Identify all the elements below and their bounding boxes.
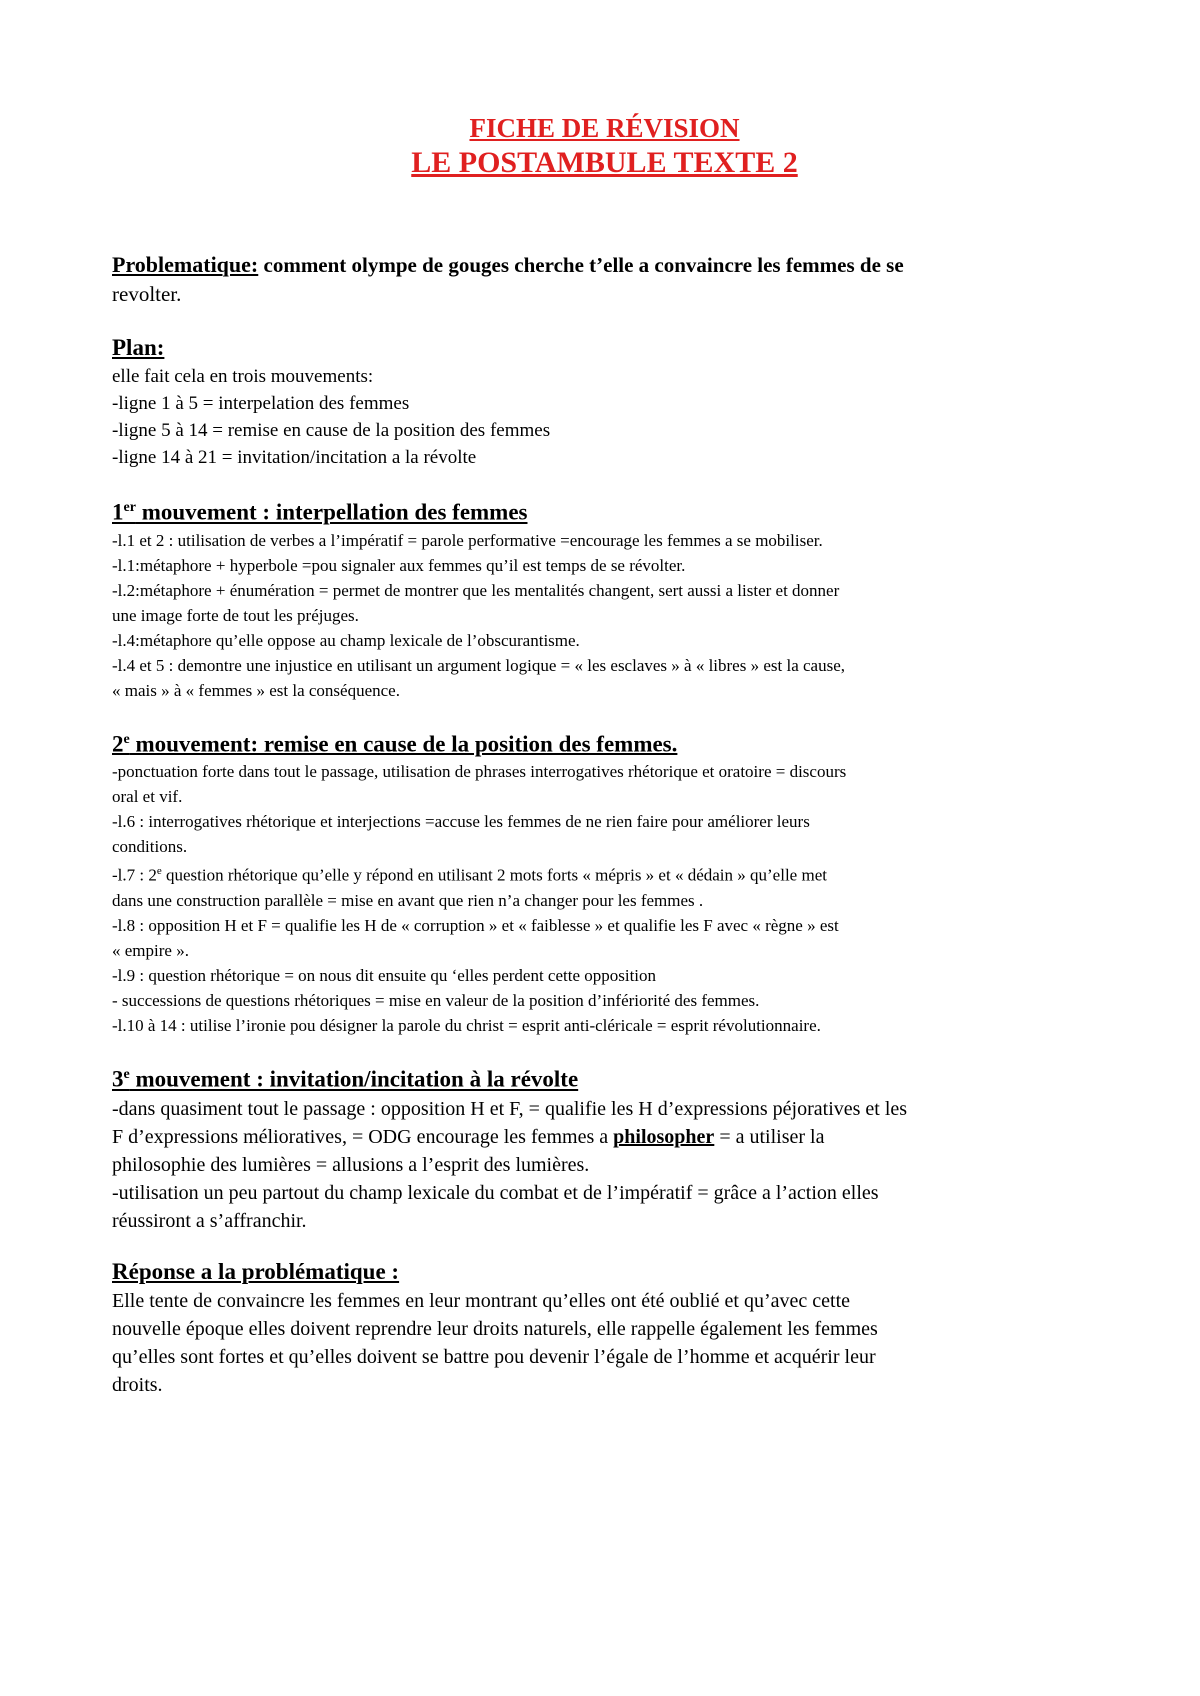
mouvement2-heading: 2e mouvement: remise en cause de la position des femmes. xyxy=(112,731,678,757)
mouvement1-line: -l.2:métaphore + énumération = permet de montrer que les mentalités changent, sert aussi a lister et donner xyxy=(112,580,840,600)
plan-line: elle fait cela en trois mouvements: xyxy=(112,366,374,387)
mouvement3-line: -utilisation un peu partout du champ lexicale du combat et de l’impératif = grâce a l’action elles xyxy=(112,1181,879,1204)
mouvement3-line: F d’expressions mélioratives, = ODG encourage les femmes a philosopher = a utiliser la xyxy=(112,1125,825,1148)
plan-line: -ligne 14 à 21 = invitation/incitation a la révolte xyxy=(112,447,477,468)
mouvement2-line: -ponctuation forte dans tout le passage, utilisation de phrases interrogatives rhétorique et oratoire = discours xyxy=(112,762,847,782)
mouvement3-line: réussiront a s’affranchir. xyxy=(112,1209,307,1232)
reponse-line: qu’elles sont fortes et qu’elles doivent se battre pou devenir l’égale de l’homme et acquérir leur xyxy=(112,1345,876,1368)
plan-section xyxy=(112,333,1097,471)
reponse-line: droits. xyxy=(112,1373,163,1396)
doc-subtitle: LE POSTAMBULE TEXTE 2 xyxy=(411,146,798,179)
problematique-text: comment olympe de gouges cherche t’elle a convaincre les femmes de se xyxy=(258,253,904,277)
mouvement1-line: une image forte de tout les préjuges. xyxy=(112,605,359,625)
mouvement2-line: conditions. xyxy=(112,837,188,857)
reponse-section xyxy=(112,1257,1097,1399)
problematique-block xyxy=(112,250,1097,309)
problematique-label: Problematique: xyxy=(112,252,259,277)
plan-line: -ligne 5 à 14 = remise en cause de la position des femmes xyxy=(112,420,551,441)
mouvement1-line: -l.4 et 5 : demontre une injustice en utilisant un argument logique = « les esclaves » à « libres » est la cause, xyxy=(112,655,846,675)
mouvement2-line: -l.10 à 14 : utilise l’ironie pou désigner la parole du christ = esprit anti-cléricale = esprit révolutionnaire. xyxy=(112,1015,821,1035)
mouvement3-line: -dans quasiment tout le passage : opposition H et F, = qualifie les H d’expressions péjoratives et les xyxy=(112,1097,908,1120)
document-content xyxy=(112,112,1097,1399)
mouvement1-line: -l.1:métaphore + hyperbole =pou signaler aux femmes qu’il est temps de se révolter. xyxy=(112,555,686,575)
reponse-line: nouvelle époque elles doivent reprendre leur droits naturels, elle rappelle également les femmes xyxy=(112,1317,878,1340)
mouvement3-section xyxy=(112,1060,1097,1235)
mouvement2-line: -l.8 : opposition H et F = qualifie les H de « corruption » et « faiblesse » et qualifie les F avec « règne » est xyxy=(112,915,839,935)
mouvement1-section xyxy=(112,493,1097,703)
mouvement1-heading: 1er mouvement : interpellation des femmes xyxy=(112,499,528,525)
plan-line: -ligne 1 à 5 = interpelation des femmes xyxy=(112,393,410,414)
plan-heading: Plan: xyxy=(112,335,165,360)
mouvement1-line: -l.1 et 2 : utilisation de verbes a l’impératif = parole performative =encourage les femmes a se mobiliser. xyxy=(112,530,823,550)
reponse-heading: Réponse a la problématique : xyxy=(112,1258,400,1284)
mouvement2-line: dans une construction parallèle = mise en avant que rien n’a changer pour les femmes . xyxy=(112,890,704,910)
mouvement2-line-7: -l.7 : 2e question rhétorique qu’elle y répond en utilisant 2 mots forts « mépris » et « dédain » qu’elle met xyxy=(112,865,827,885)
mouvement1-line: « mais » à « femmes » est la conséquence. xyxy=(112,680,400,700)
mouvement2-line: - successions de questions rhétoriques = mise en valeur de la position d’infériorité des femmes. xyxy=(112,990,760,1010)
philosopher-emphasis: philosopher xyxy=(613,1125,715,1148)
mouvement2-line: -l.6 : interrogatives rhétorique et interjections =accuse les femmes de ne rien faire pour améliorer leurs xyxy=(112,812,810,832)
mouvement3-heading: 3e mouvement : invitation/incitation à la révolte xyxy=(112,1066,579,1092)
mouvement2-line: « empire ». xyxy=(112,940,189,960)
mouvement3-line: philosophie des lumières = allusions a l’esprit des lumières. xyxy=(112,1153,590,1176)
problematique-text-cont: revolter. xyxy=(112,282,182,306)
mouvement2-line: oral et vif. xyxy=(112,787,183,807)
doc-title: FICHE DE RÉVISION xyxy=(469,113,740,143)
mouvement1-line: -l.4:métaphore qu’elle oppose au champ lexicale de l’obscurantisme. xyxy=(112,630,580,650)
mouvement2-section xyxy=(112,725,1097,1038)
mouvement2-line: -l.9 : question rhétorique = on nous dit ensuite qu ‘elles perdent cette opposition xyxy=(112,965,657,985)
reponse-line: Elle tente de convaincre les femmes en leur montrant qu’elles ont été oublié et qu’avec cette xyxy=(112,1289,851,1312)
